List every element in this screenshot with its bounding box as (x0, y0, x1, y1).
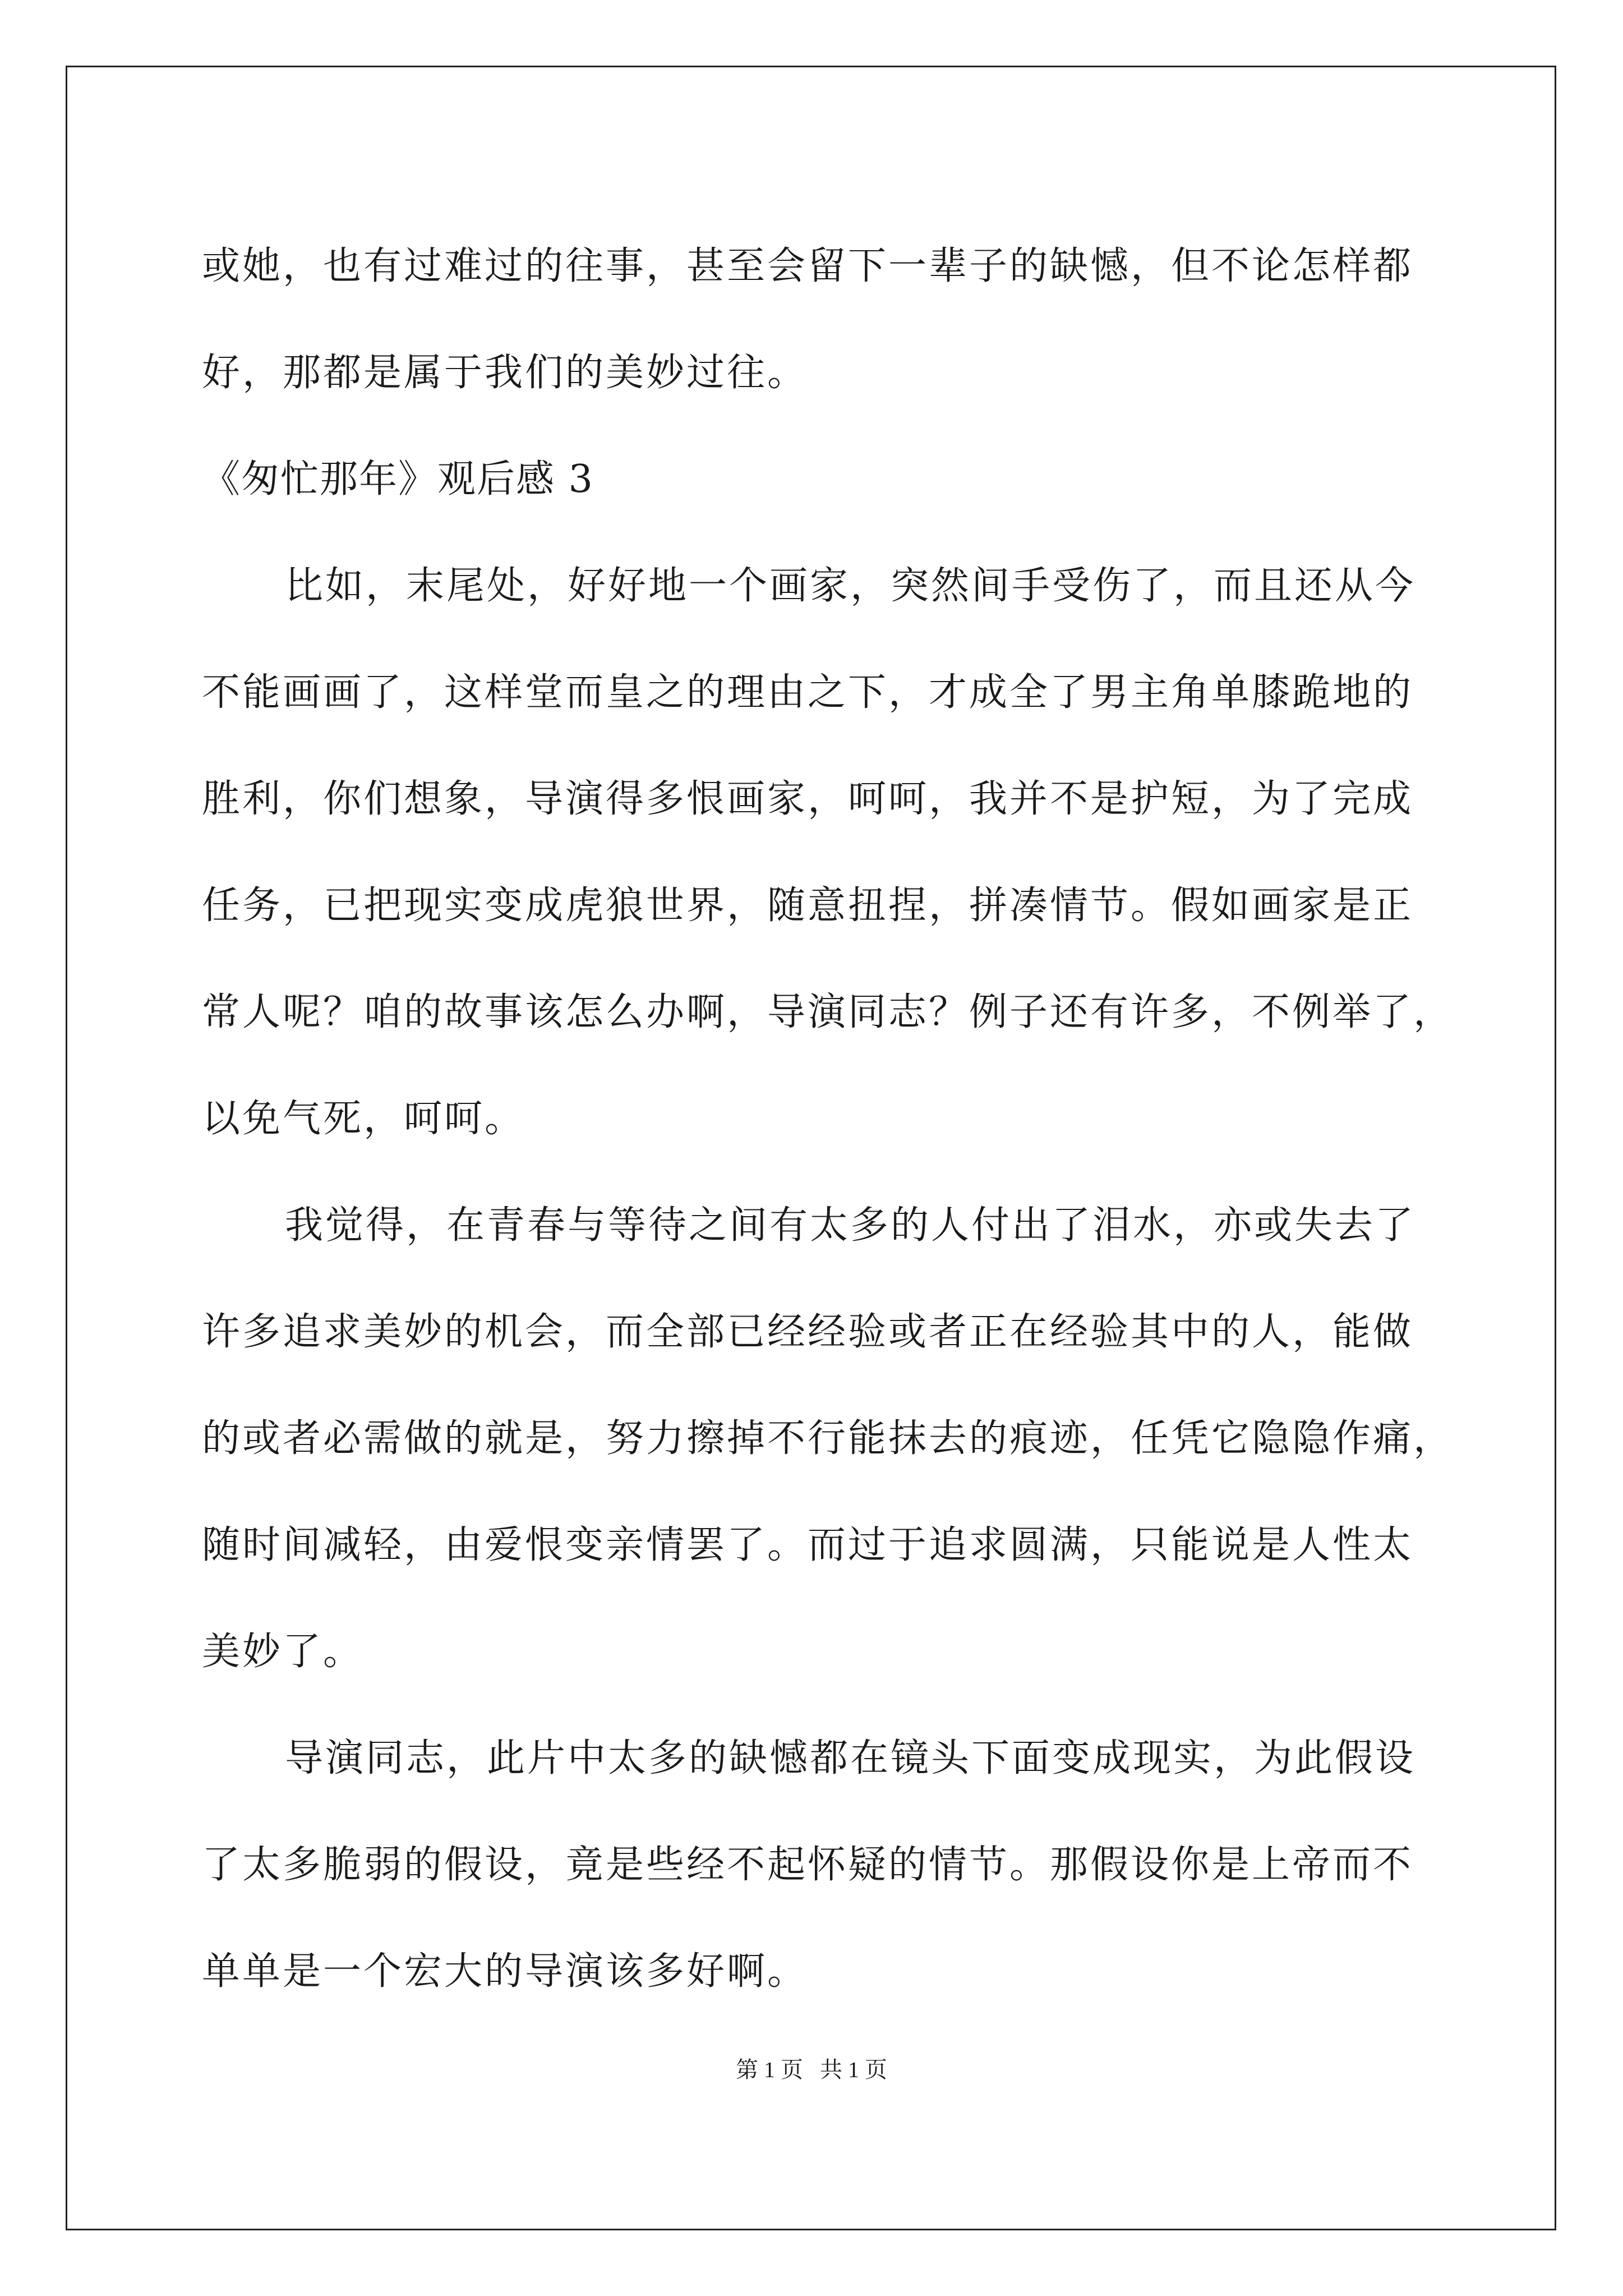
text-line: 随时间减轻，由爱恨变亲情罢了。而过于追求圆满，只能说是人性太 (202, 1523, 1414, 1567)
text-line: 导演同志，此片中太多的缺憾都在镜头下面变成现实，为此假设 (285, 1736, 1416, 1780)
text-line: 以免气死，呵呵。 (202, 1097, 525, 1141)
text-line: 了太多脆弱的假设，竟是些经不起怀疑的情节。那假设你是上帝而不 (202, 1843, 1414, 1887)
text-line: 不能画画了，这样堂而皇之的理由之下，才成全了男主角单膝跪地的 (202, 670, 1414, 715)
text-line: 许多追求美妙的机会，而全部已经经验或者正在经验其中的人，能做 (202, 1310, 1414, 1354)
text-line: 常人呢？咱的故事该怎么办啊，导演同志？例子还有许多，不例举了， (202, 990, 1454, 1034)
text-line: 或她，也有过难过的往事，甚至会留下一辈子的缺憾，但不论怎样都 (202, 244, 1414, 288)
text-line: 胜利，你们想象，导演得多恨画家，呵呵，我并不是护短，为了完成 (202, 777, 1414, 821)
text-line: 的或者必需做的就是，努力擦掉不行能抹去的痕迹，任凭它隐隐作痛， (202, 1416, 1454, 1461)
page-number-footer: 第 1 页 共 1 页 (736, 2057, 887, 2082)
text-line: 单单是一个宏大的导演该多好啊。 (202, 1949, 808, 1994)
text-line: 我觉得，在青春与等待之间有太多的人付出了泪水，亦或失去了 (285, 1203, 1416, 1248)
section-heading: 《匆忙那年》观后感 3 (202, 457, 594, 501)
paragraph-3 (202, 1705, 1447, 2025)
text-line: 比如，末尾处，好好地一个画家，突然间手受伤了，而且还从今 (285, 564, 1416, 608)
text-line: 美妙了。 (202, 1630, 364, 1674)
paragraph-2 (202, 1172, 1454, 1705)
text-line: 任务，已把现实变成虎狼世界，随意扭捏，拼凑情节。假如画家是正 (202, 884, 1414, 928)
paragraph-1 (202, 533, 1454, 1172)
document-body (202, 213, 1454, 2025)
text-line: 好，那都是属于我们的美妙过往。 (202, 351, 808, 395)
